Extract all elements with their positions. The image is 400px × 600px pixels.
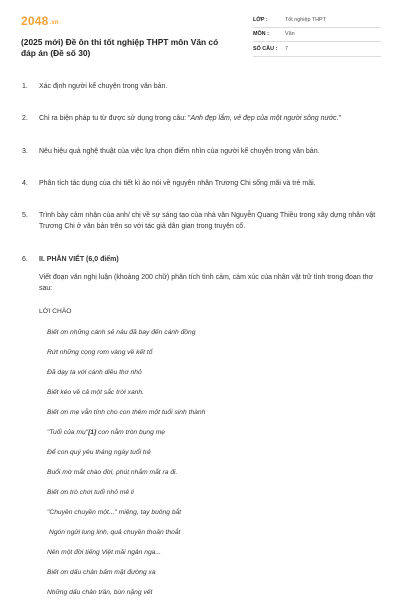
meta-value: Văn — [285, 31, 295, 38]
question-number: 3. — [22, 148, 28, 155]
question-number: 1. — [22, 83, 28, 90]
meta-row-class — [253, 13, 381, 28]
question-text-after: " — [338, 115, 342, 122]
question-number: 2. — [22, 115, 28, 122]
logo-suffix: .vn — [49, 20, 59, 26]
poem-line: Buổi mờ mắt chào đời, phút nhắm mắt ra đi. — [47, 469, 178, 476]
writing-prompt: Viết đoạn văn nghị luận (khoảng 200 chữ) phân tích tình cảm, cảm xúc của nhân vật trữ tình trong đoạn thơ sau: — [39, 274, 374, 292]
poem-line: Biết ơn dấu chân bấm mặt đường xa — [47, 569, 156, 576]
meta-key: SỐ CÂU : — [253, 45, 278, 52]
question-text: Xác định người kể chuyện trong văn bản. — [39, 83, 168, 90]
meta-key: LỚP : — [253, 16, 268, 23]
meta-table — [253, 13, 381, 57]
poem-line: Biết kéo về cả một sắc trời xanh. — [47, 389, 144, 396]
logo-main: 2048 — [21, 14, 49, 28]
document-header — [0, 0, 400, 72]
site-logo[interactable] — [21, 14, 59, 28]
question-text — [39, 114, 394, 125]
poem-line: Rứt những cọng rơm vàng về kết tổ — [47, 349, 153, 356]
question-text-before: Chỉ ra biện pháp tu từ được sử dụng trong câu: " — [39, 115, 191, 122]
question-text: Phân tích tác dụng của chi tiết kì ảo nói về nguyên nhân Trương Chi sống mãi và trẻ mãi. — [39, 180, 316, 187]
section-title: II. PHẦN VIẾT (6,0 điểm) — [39, 256, 119, 263]
meta-value: Tốt nghiệp THPT — [285, 16, 326, 23]
question-number: 6. — [22, 256, 28, 263]
poem-line: Nên một đời tiếng Việt mãi ngân nga... — [47, 549, 161, 556]
meta-row-subject — [253, 28, 381, 43]
poem-line: Biết ơn trò chơi tuổi nhỏ mê li — [47, 489, 134, 496]
question-text: Trình bày cảm nhận của anh/ chị về sự sáng tạo của nhà văn Nguyễn Quang Thiều trong xây dựng nhân vật Trương Chi ở văn bản trên so với tác giả dân gian trong truyện cổ. — [39, 212, 376, 230]
meta-row-count — [253, 42, 381, 57]
footnote-marker: [1] — [88, 429, 97, 436]
poem-line: Những dấu chân trần, bùn nặng vết — [47, 589, 153, 596]
document-title: (2025 mới) Đề ôn thi tốt nghiệp THPT môn Văn có đáp án (Đề số 30) — [21, 37, 219, 58]
poem-line: "Tuổi của mụ"[1] con nằm tròn bụng mẹ — [47, 429, 166, 436]
question-number: 4. — [22, 180, 28, 187]
meta-value: 7 — [285, 45, 288, 52]
poem-line: Biết ơn mẹ vẫn tính cho con thêm một tuổi sinh thành — [47, 409, 206, 416]
question-number: 5. — [22, 212, 28, 219]
poem-title: LỜI CHÀO — [39, 308, 72, 315]
question-quote: Anh đẹp lắm, vẻ đẹp của một người sông nước. — [190, 115, 339, 122]
meta-key: MÔN : — [253, 31, 269, 38]
poem-line: Biết ơn những cánh sẻ nâu đã bay đến cánh đồng — [47, 329, 196, 336]
poem-line: "Chuyền chuyền một..." miệng, tay buông bắt — [47, 509, 182, 516]
poem-line: Ngón ngửi lung linh, quả chuyền thoăn thoắt — [49, 529, 181, 536]
poem-line: Đã dạy ta với cánh diều thơ nhỏ — [47, 369, 142, 376]
question-text: Nêu hiệu quả nghệ thuật của việc lựa chọn điểm nhìn của người kể chuyện trong văn bản. — [39, 148, 320, 155]
poem-line: Để con quý yêu tháng ngày tuổi trẻ — [47, 449, 151, 456]
